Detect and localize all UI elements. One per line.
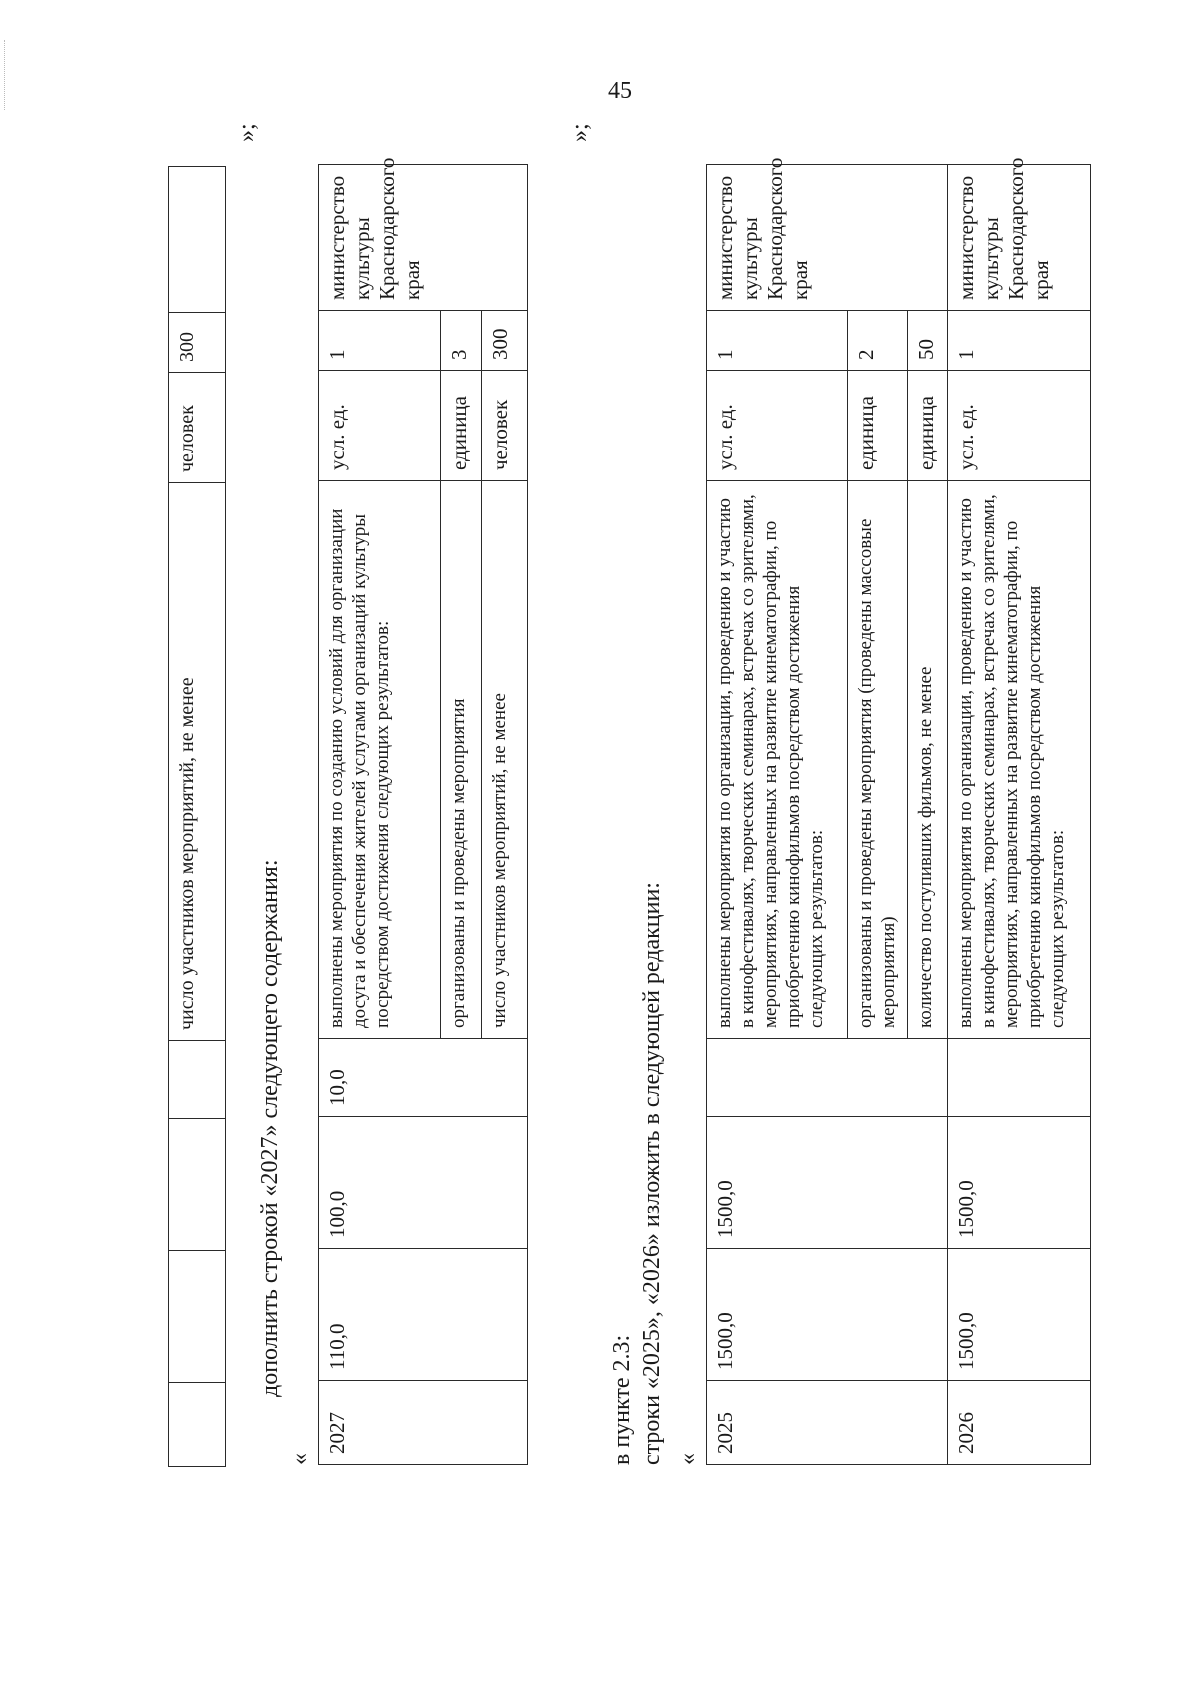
top-result-text: число участников мероприятий, не менее bbox=[169, 483, 226, 1041]
result-value: 50 bbox=[907, 311, 948, 371]
table-2027 bbox=[318, 157, 528, 1465]
result-unit: человек bbox=[482, 371, 528, 481]
amount-cell: 1500,0 bbox=[948, 1249, 1091, 1381]
section2-line2: строки «2025», «2026» изложить в следующей редакции: bbox=[639, 882, 665, 1465]
section1-closing-quote: »; bbox=[567, 123, 593, 142]
amount-cell: 1500,0 bbox=[707, 1117, 948, 1249]
section1-open-quote: « bbox=[287, 1453, 313, 1465]
section2-open-quote: « bbox=[675, 1453, 701, 1465]
result-unit: усл. ед. bbox=[948, 371, 1091, 481]
top-c2-cell bbox=[169, 1119, 226, 1251]
responsible-cell: министерство культуры Краснодарского края bbox=[948, 165, 1091, 311]
result-unit: единица bbox=[907, 371, 948, 481]
amount-cell: 100,0 bbox=[319, 1117, 528, 1249]
top-result-unit: человек bbox=[169, 373, 226, 483]
result-value: 300 bbox=[482, 311, 528, 371]
top-closing-quote: »; bbox=[234, 123, 260, 142]
result-unit: усл. ед. bbox=[319, 371, 441, 481]
result-text: выполнены мероприятия по организации, проведению и участию в кинофестивалях, творческих семинарах, встречах со зрителями, мероприятиях, направленных на развитие кинематографии, по приобретению кинофильмов посредством достижения следующих результатов: bbox=[707, 481, 848, 1039]
result-value: 1 bbox=[948, 311, 1091, 371]
year-cell: 2027 bbox=[319, 1381, 528, 1465]
top-c1-cell bbox=[169, 1251, 226, 1383]
result-value: 3 bbox=[441, 311, 482, 371]
result-unit: единица bbox=[441, 371, 482, 481]
result-text: выполнены мероприятия по созданию условий для организации досуга и обеспечения жителей услугами организаций культуры посредством достижения следующих результатов: bbox=[319, 481, 441, 1039]
result-text: организованы и проведены мероприятия (проведены массовые мероприятия) bbox=[847, 481, 907, 1039]
result-unit: единица bbox=[847, 371, 907, 481]
amount-cell bbox=[948, 1039, 1091, 1117]
amount-cell: 1500,0 bbox=[707, 1249, 948, 1381]
year-cell: 2025 bbox=[707, 1381, 948, 1465]
responsible-cell: министерство культуры Краснодарского края bbox=[319, 165, 528, 311]
year-cell: 2026 bbox=[948, 1381, 1091, 1465]
page-number: 45 bbox=[608, 78, 632, 104]
result-text: число участников мероприятий, не менее bbox=[482, 481, 528, 1039]
section2-line1: в пункте 2.3: bbox=[609, 1334, 635, 1465]
top-c3-cell bbox=[169, 1041, 226, 1119]
section1-intro: дополнить строкой «2027» следующего содержания: bbox=[257, 859, 283, 1397]
table-2025-2026 bbox=[706, 157, 1091, 1465]
result-unit: усл. ед. bbox=[707, 371, 848, 481]
top-responsible-cell bbox=[169, 167, 226, 313]
result-value: 1 bbox=[319, 311, 441, 371]
result-text: организованы и проведены мероприятия bbox=[441, 481, 482, 1039]
result-value: 2 bbox=[847, 311, 907, 371]
amount-cell: 1500,0 bbox=[948, 1117, 1091, 1249]
amount-cell bbox=[707, 1039, 948, 1117]
result-text: выполнены мероприятия по организации, проведению и участию в кинофестивалях, творческих семинарах, встречах со зрителями, мероприятиях, направленных на развитие кинематографии, по приобретению кинофильмов посредством достижения следующих результатов: bbox=[948, 481, 1091, 1039]
amount-cell: 10,0 bbox=[319, 1039, 528, 1117]
amount-cell: 110,0 bbox=[319, 1249, 528, 1381]
result-text: количество поступивших фильмов, не менее bbox=[907, 481, 948, 1039]
responsible-cell: министерство культуры Краснодарского края bbox=[707, 165, 948, 311]
top-result-value: 300 bbox=[169, 313, 226, 373]
top-year-cell bbox=[169, 1383, 226, 1467]
top-table bbox=[168, 166, 226, 1467]
result-value: 1 bbox=[707, 311, 848, 371]
